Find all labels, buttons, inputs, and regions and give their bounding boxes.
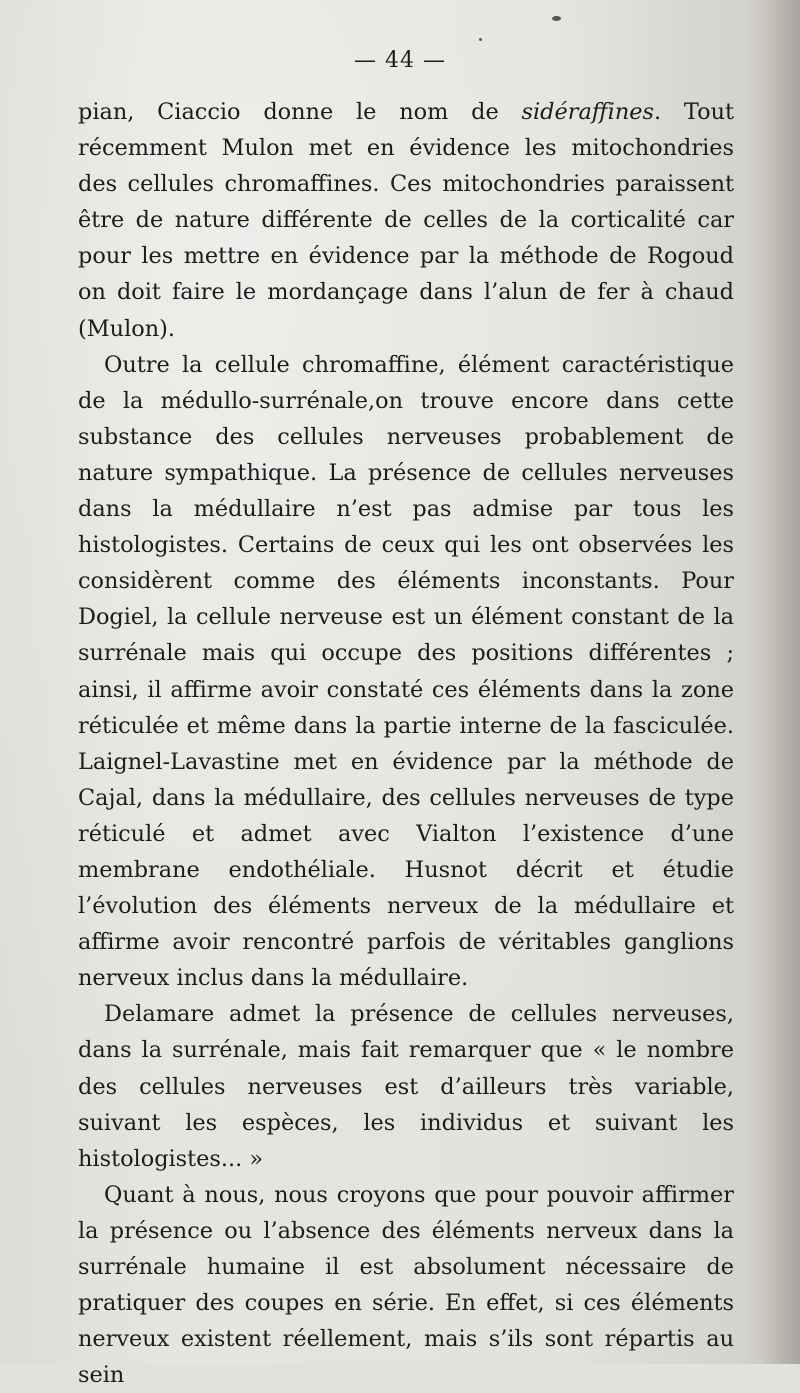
paragraph-2: Outre la cellule chromaffine, élément caractéristique de la médullo-surrénale,on trouve encore dans cette substance des cellules nerveuses probablement de nature sympathique. La présence de cellules nerveuses dans la médullaire n’est pas admise par tous les histologistes. Certains de ceux qui les ont observées les considèrent comme des éléments inconstants. Pour Dogiel, la cellule nerveuse est un élément constant de la surrénale mais qui occupe des positions différentes ; ainsi, il affirme avoir constaté ces éléments dans la zone réticulée et même dans la partie interne de la fasciculée. Laignel-Lavastine met en évidence par la méthode de Cajal, dans la médullaire, des cellules nerveuses de type réticulé et admet avec Vialton l’existence d’une membrane endothéliale. Husnot décrit et étudie l’évolution des éléments nerveux de la médullaire et affirme avoir rencontré parfois de véritables ganglions nerveux inclus dans la médullaire. xyxy=(78,351,734,992)
body-text xyxy=(78,94,734,1393)
paragraph-1: pian, Ciaccio donne le nom de sidéraffines. Tout récemment Mulon met en évidence les mitochondries des cellules chromaffines. Ces mitochondries paraissent être de nature différente de celles de la corticalité car pour les mettre en évidence par la méthode de Rogoud on doit faire le mordançage dans l’alun de fer à chaud (Mulon). xyxy=(78,99,734,342)
emphasis-term: sidéraffines xyxy=(521,99,654,125)
page-number: — 44 — xyxy=(354,48,446,73)
paragraph-4: Quant à nous, nous croyons que pour pouvoir affirmer la présence ou l’absence des éléments nerveux dans la surrénale humaine il est absolument nécessaire de pratiquer des coupes en série. En effet, si ces éléments nerveux existent réellement, mais s’ils sont répartis au sein xyxy=(78,1181,734,1389)
page-edge-shadow xyxy=(762,0,800,1364)
paper-speck xyxy=(552,16,561,21)
paper-speck xyxy=(479,38,482,41)
paragraph-3: Delamare admet la présence de cellules nerveuses, dans la surrénale, mais fait remarquer que « le nombre des cellules nerveuses est d’ailleurs très variable, suivant les espèces, les individus et suivant les histologistes... » xyxy=(78,1001,734,1172)
